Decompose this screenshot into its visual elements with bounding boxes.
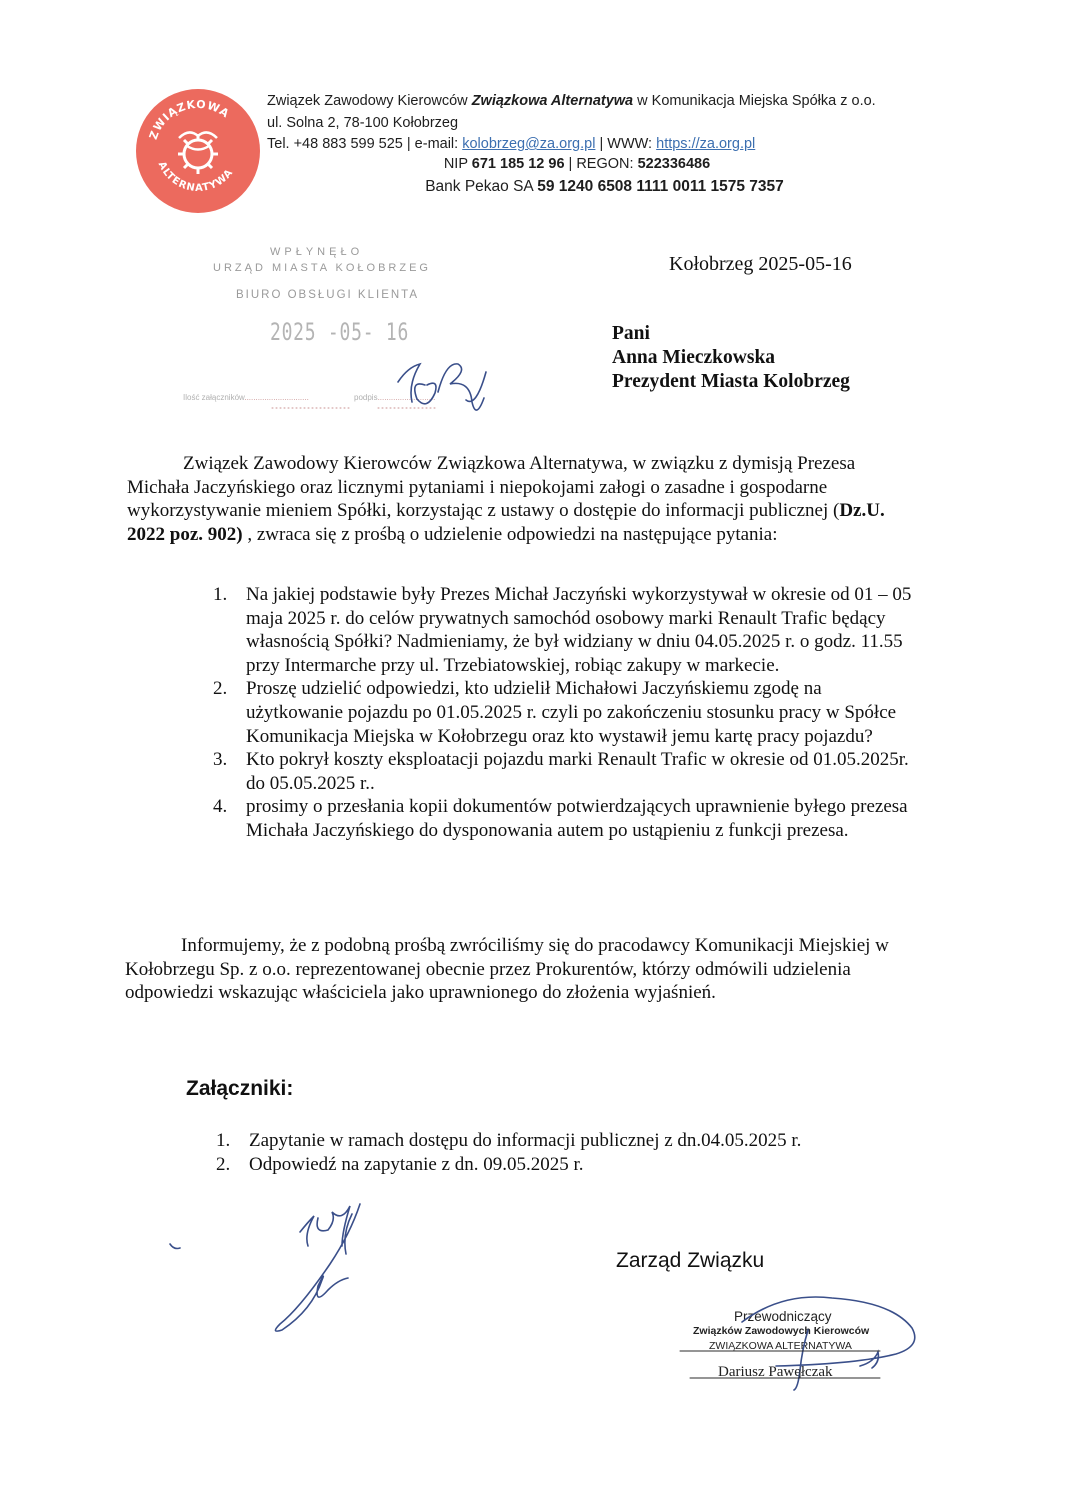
email-link[interactable]: kolobrzeg@za.org.pl [462,136,596,152]
header-address: ul. Solna 2, 78-100 Kołobrzeg [267,115,459,131]
union-name: Związkowa Alternatywa [471,93,634,109]
attachments-title: Załączniki: [186,1077,294,1100]
signature-role: Przewodniczący [734,1309,832,1324]
signature-org-line1: Związków Zawodowych Kierowców [693,1325,870,1337]
addressee-salutation: Pani [612,323,650,344]
logo-text-bottom: ALTERNATYWA [155,159,236,195]
board-label: Zarząd Związku [616,1249,765,1272]
stamp-office: URZĄD MIASTA KOŁOBRZEG [213,262,431,274]
closing-paragraph: Informujemy, że z podobną prośbą zwróciliśmy się do pracodawcy Komunikacji Miejskiej w Kołobrzegu Sp. z o.o. reprezentowanej obecnie przez Prokurentów, którzy odmówili udzielenia odpowiedzi wskazując właściciela jako uprawnionego do złożenia wyjaśnień. [125,935,889,1004]
list-item: 4. prosimy o przesłania kopii dokumentów potwierdzających uprawnienie byłego prezesa Michała Jaczyńskiego do dysponowania autem po ustąpieniu z funkcji prezesa. [213,796,908,841]
stamp-received: WPŁYNĘŁO [270,246,364,258]
signature-name: Dariusz Pawełczak [718,1364,833,1380]
logo-text-top: ZWIĄZKOWA [146,97,232,142]
list-item: 2. Proszę udzielić odpowiedzi, kto udzielił Michałowi Jaczyńskiemu zgodę na użytkowanie pojazdu po 01.05.2025 r. czyli po zakończeniu stosunku pracy w Spółce Komunikacja Miejska w Kołobrzegu oraz kto wystawił jemu kartę pracy pojazdu? [213,678,897,747]
stamp-signature-label: podpis.......................... [354,393,436,402]
list-item: 1. Na jakiej podstawie były Prezes Michał Jaczyński wykorzystywał w okresie od 01 – 05 maja 2025 r. do celów prywatnych samochód osobowy marki Renault Trafic będący własnością Spółki? Nadmieniamy, że był widziany w dniu 04.05.2025 r. o godz. 11.55 przy Intermarche przy ul. Trzebiatowskiej, robiąc zakupy w markecie. [213,584,912,676]
left-handwritten-signature [170,1204,360,1331]
list-item: 1. Zapytanie w ramach dostępu do informacji publicznej z dn.04.05.2025 r. [216,1130,802,1151]
addressee-name: Anna Mieczkowska [612,347,776,368]
addressee-title: Prezydent Miasta Kolobrzeg [612,371,850,392]
website-link[interactable]: https://za.org.pl [656,136,756,152]
intro-paragraph: Związek Zawodowy Kierowców Związkowa Alternatywa, w związku z dymisją Prezesa Michała Jaczyńskiego oraz licznymi pytaniami i niepokojami załogi o zasadne i gospodarne wykorzystywanie mieniem Spółki, korzystając z ustawy o dostępie do informacji publicznej (Dz.U. 2022 poz. 902) , zwraca się z prośbą o udzielenie odpowiedzi na następujące pytania: [127,453,885,545]
header-line-name: Związek Zawodowy Kierowców Związkowa Alternatywa w Komunikacja Miejska Spółka z o.o. [267,93,876,109]
stamp-date: 2025 -05- 16 [270,318,410,346]
stamp-handwritten-signature [398,364,486,410]
list-item: 3. Kto pokrył koszty eksploatacji pojazdu marki Renault Trafic w okresie od 01.05.2025r. do 05.05.2025 r.. [213,749,909,794]
list-item: 2. Odpowiedź na zapytanie z dn. 09.05.2025 r. [216,1153,584,1175]
attachments-list [216,1129,916,1176]
header-contact: Tel. +48 883 599 525 | e-mail: kolobrzeg@za.org.pl | WWW: https://za.org.pl [267,136,756,152]
document-date: Kołobrzeg 2025-05-16 [669,253,852,275]
signature-org-line2: ZWIĄZKOWA ALTERNATYWA [709,1340,852,1352]
stamp-attachments-label: Ilość załączników............................. [183,393,309,402]
questions-list [213,583,913,843]
stamp-department: BIURO OBSŁUGI KLIENTA [236,289,420,301]
header-bank: Bank Pekao SA 59 1240 6508 1111 0011 1575 7357 [425,178,784,195]
union-logo [135,88,261,214]
header-nip-regon: NIP 671 185 12 96 | REGON: 522336486 [443,156,711,172]
